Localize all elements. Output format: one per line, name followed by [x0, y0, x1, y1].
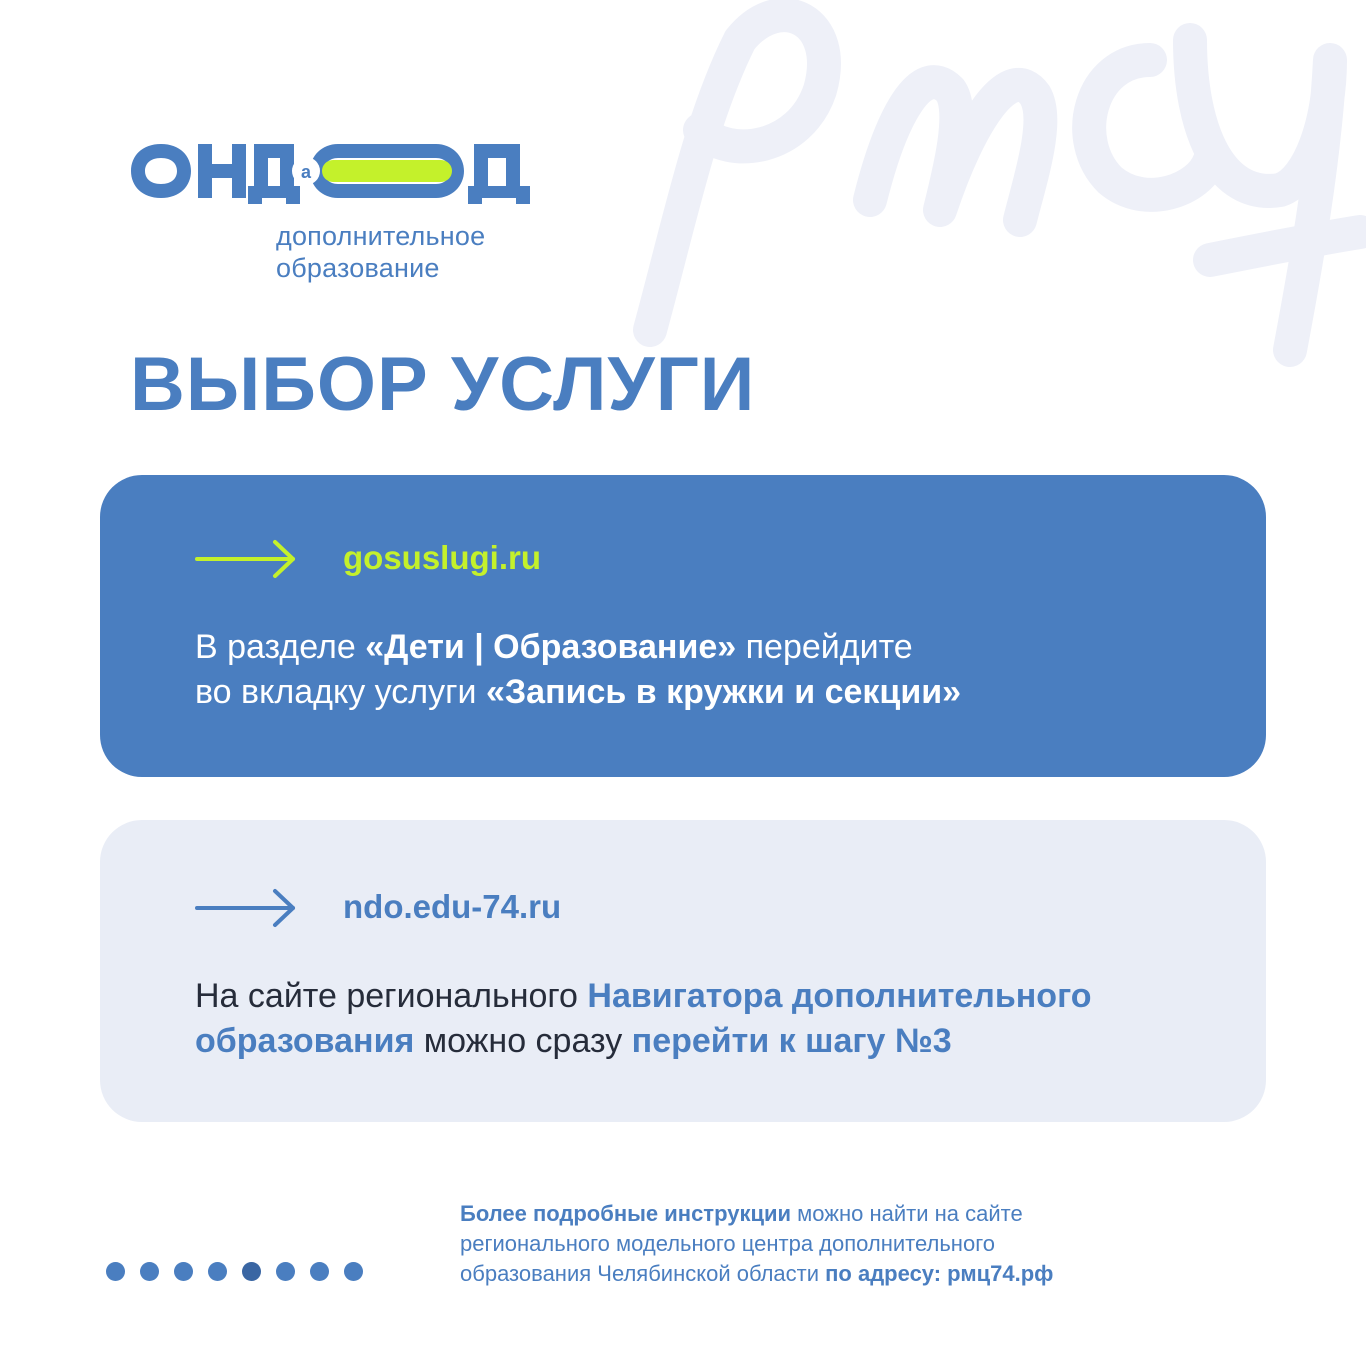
arrow-right-icon — [195, 888, 297, 928]
highlight-text: образования — [195, 1022, 415, 1060]
rmc-watermark-lettering — [590, 0, 1366, 380]
pagination-dot[interactable] — [310, 1262, 329, 1281]
arrow-right-icon — [195, 539, 297, 579]
pagination-dot[interactable] — [106, 1262, 125, 1281]
slide-pagination — [106, 1262, 363, 1281]
gosuslugi-link[interactable]: gosuslugi.ru — [343, 539, 541, 576]
description-line-1 — [195, 974, 1092, 1019]
pagination-dot[interactable] — [208, 1262, 227, 1281]
text-span: образования Челябинской области — [460, 1261, 826, 1286]
navigator-description — [195, 974, 1092, 1064]
text-span: На сайте регионального — [195, 977, 588, 1015]
text-span: можно сразу — [414, 1022, 632, 1060]
section-name: «Дети | Образование» — [365, 628, 737, 666]
pagination-dot[interactable] — [174, 1262, 193, 1281]
pagination-dot[interactable] — [276, 1262, 295, 1281]
page-title: ВЫБОР УСЛУГИ — [130, 342, 756, 427]
navigator-card — [100, 820, 1266, 1122]
ondod-logo — [128, 138, 538, 204]
highlight-text: перейти к шагу №3 — [631, 1022, 952, 1060]
footer-address: по адресу: рмц74.рф — [825, 1261, 1054, 1286]
footer-note — [460, 1199, 1053, 1289]
gosuslugi-description — [195, 625, 961, 715]
gosuslugi-card — [100, 475, 1266, 777]
footer-bold: Более подробные инструкции — [460, 1201, 792, 1226]
text-span: перейдите — [736, 628, 913, 666]
footer-line-1 — [460, 1199, 1053, 1229]
footer-line-2: регионального модельного центра дополнительного — [460, 1231, 995, 1256]
text-span: во вкладку услуги — [195, 673, 486, 711]
highlight-text: Навигатора дополнительного — [587, 977, 1092, 1015]
service-name: «Запись в кружки и секции» — [485, 673, 962, 711]
svg-text:a: a — [300, 162, 312, 182]
text-span: можно найти на сайте — [791, 1201, 1023, 1226]
navigator-link[interactable]: ndo.edu-74.ru — [343, 888, 562, 925]
description-line-2 — [195, 670, 961, 715]
logo-subtitle-line2: образование — [276, 253, 440, 283]
text-span: В разделе — [195, 628, 366, 666]
pagination-dot[interactable] — [344, 1262, 363, 1281]
pagination-dot[interactable] — [140, 1262, 159, 1281]
logo-subtitle-line1: дополнительное — [276, 221, 486, 251]
description-line-1 — [195, 625, 961, 670]
footer-line-3 — [460, 1259, 1053, 1289]
pagination-dot-active[interactable] — [242, 1262, 261, 1281]
logo-subtitle — [276, 220, 485, 284]
description-line-2 — [195, 1019, 1092, 1064]
